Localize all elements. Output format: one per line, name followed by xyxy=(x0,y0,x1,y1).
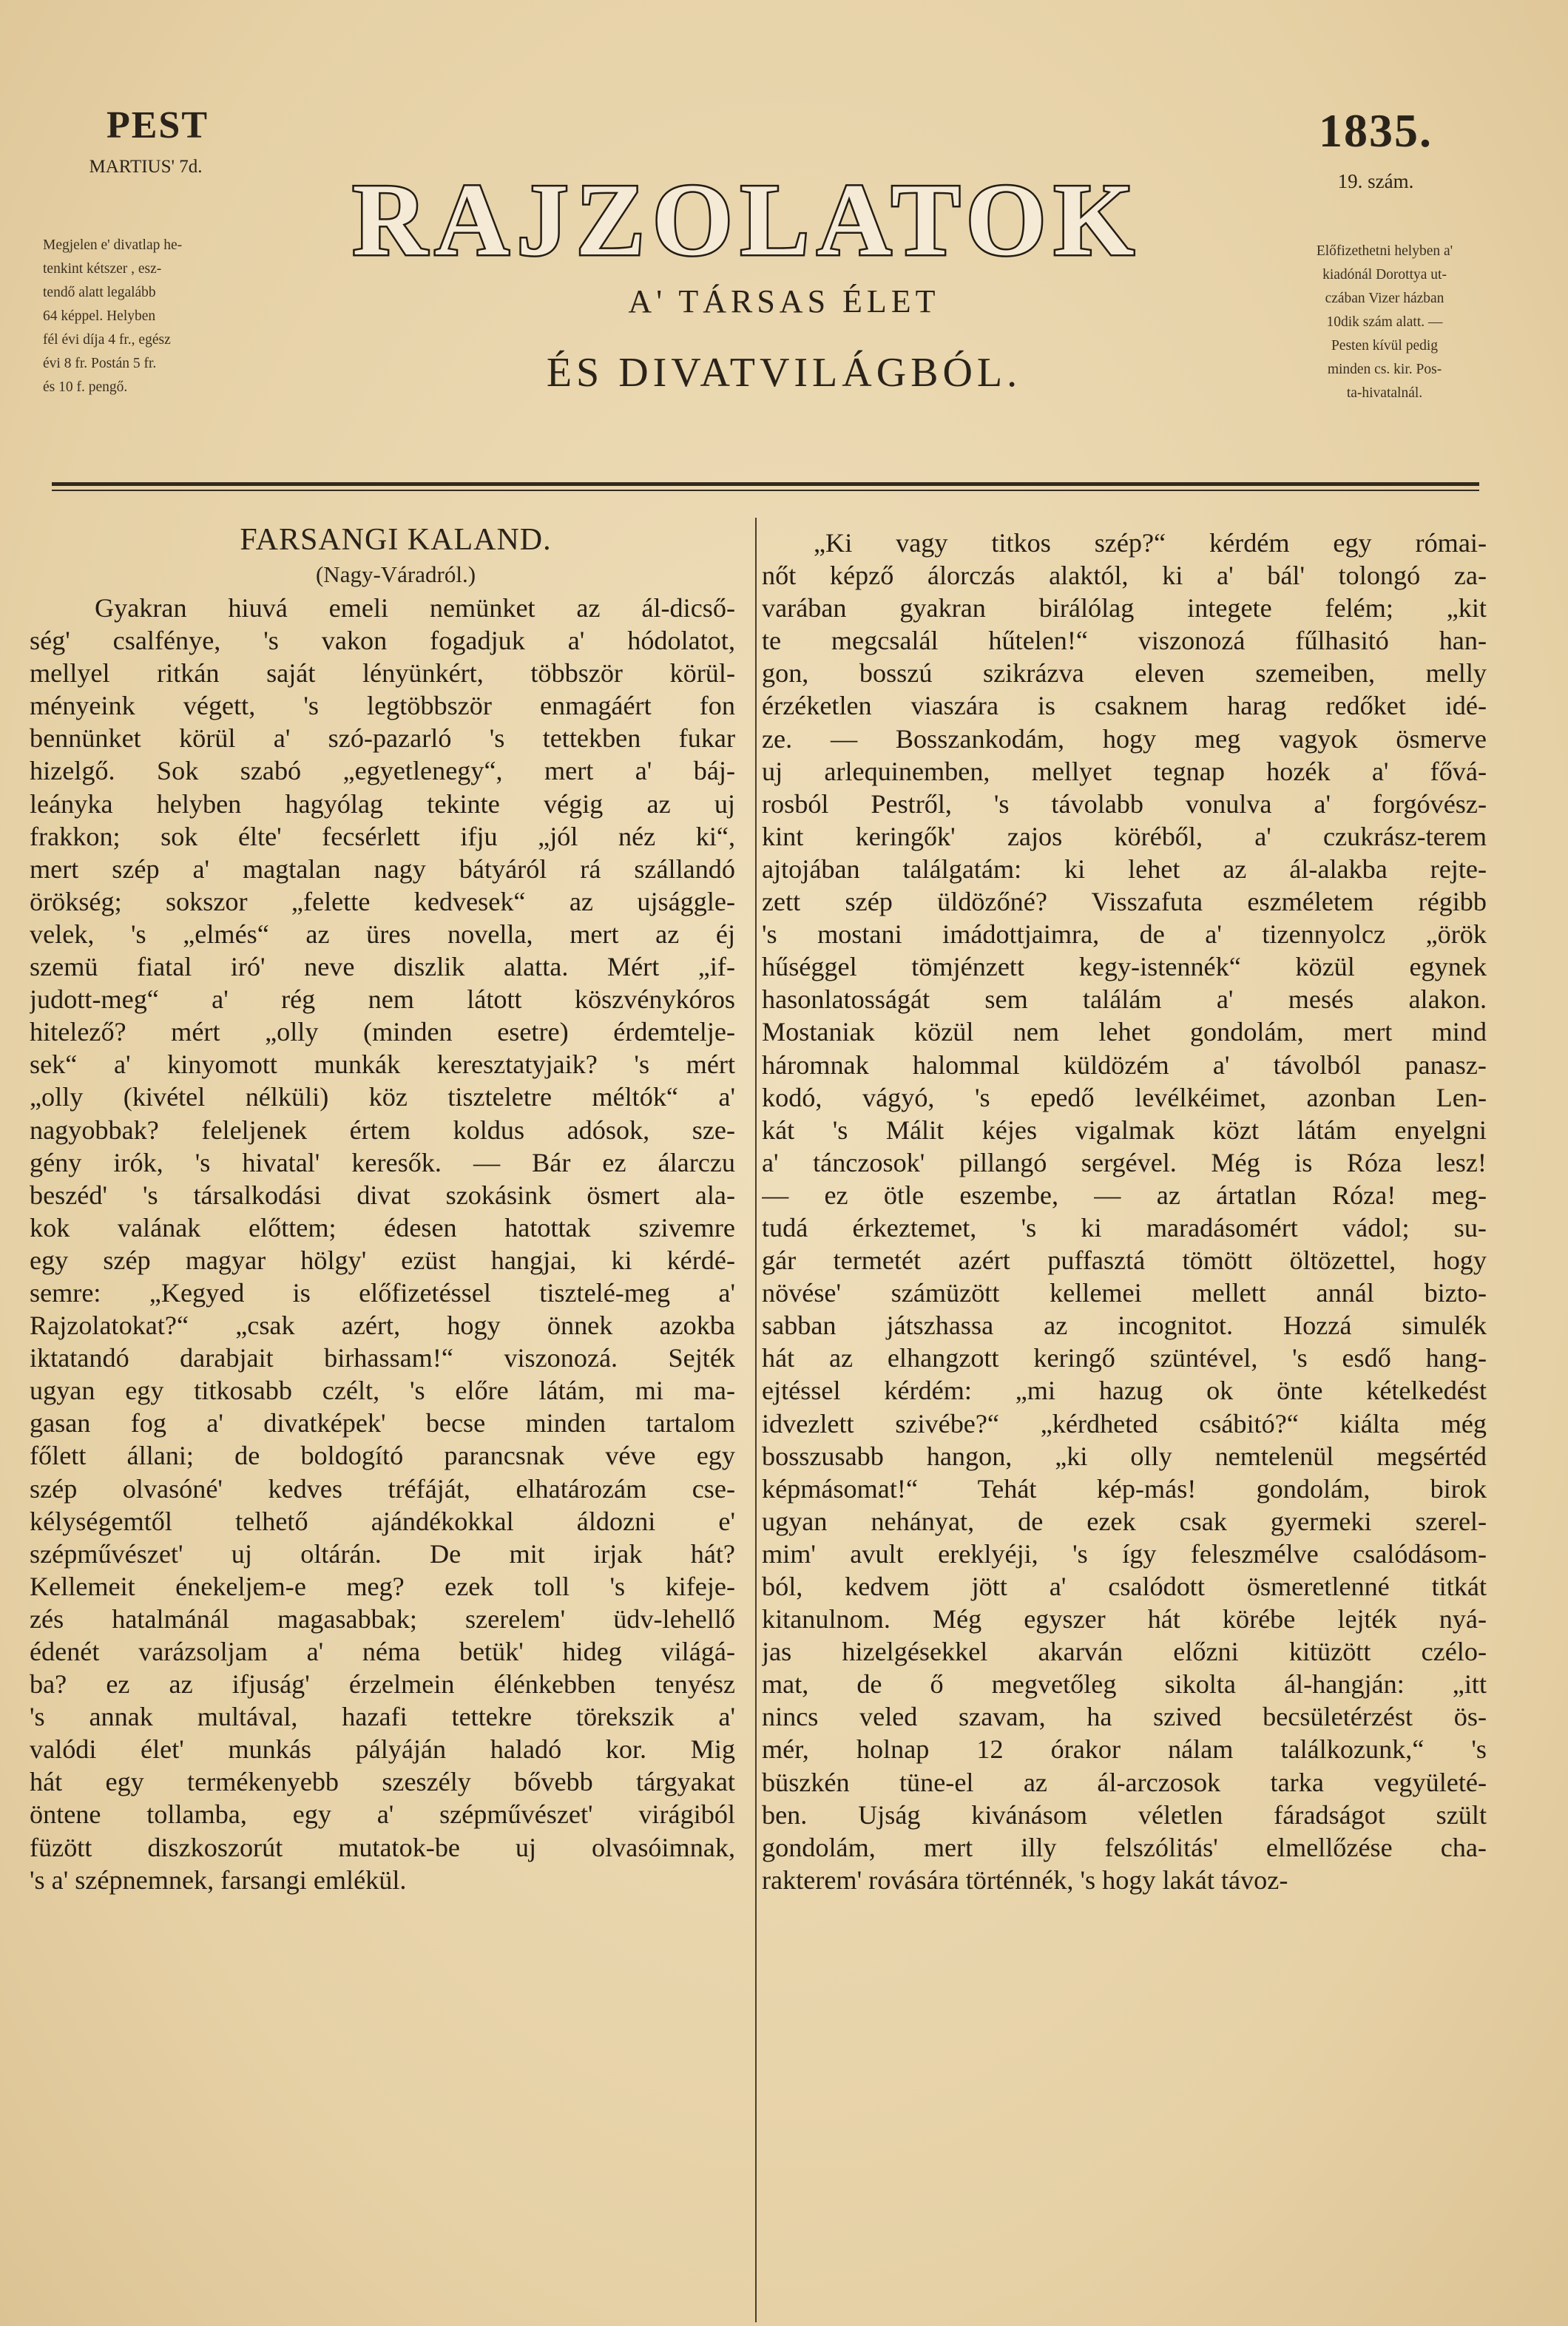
notice-line: tendő alatt legalább xyxy=(43,285,156,300)
notice-line: és 10 f. pengő. xyxy=(43,379,128,395)
text-line: ugyan egy titkosabb czélt, 's előre látám, mi ma- xyxy=(30,1376,735,1406)
text-line: hát az elhangzott keringő szüntével, 's esdő hang- xyxy=(762,1343,1487,1373)
text-line: beszéd' 's társalkodási divat szokásink ösmert ala- xyxy=(30,1180,735,1210)
text-line: nincs veled szavam, ha szived becsületérzést ös- xyxy=(762,1702,1487,1732)
column-divider xyxy=(755,518,757,2322)
header-rule-thick xyxy=(52,482,1479,486)
notice-line: kiadónál Dorottya ut- xyxy=(1322,267,1447,283)
issue-number: 19. szám. xyxy=(1337,170,1414,192)
text-line: főlett állani; de boldogító parancsnak véve egy xyxy=(30,1441,735,1471)
text-line: érzéketlen viaszára is csaknem harag redőket idé- xyxy=(762,691,1487,721)
text-line: mér, holnap 12 órakor nálam találkozunk,“ 's xyxy=(762,1734,1487,1765)
text-line: képmásomat!“ Tehát kép-más! gondolám, birok xyxy=(762,1473,1487,1504)
text-line: semre: „Kegyed is előfizetéssel tisztelé-meg a' xyxy=(30,1277,735,1308)
text-line: zés hatalmánál magasabbak; szerelem' üdv-lehellő xyxy=(30,1603,735,1634)
text-line: ményeink végett, 's legtöbbször enmagáért fon xyxy=(30,691,735,721)
text-line: ba? ez az ifjuság' érzelmein élénkebben tenyész xyxy=(30,1669,735,1700)
notice-line: Előfizethetni helyben a' xyxy=(1316,243,1453,259)
notice-line: minden cs. kir. Pos- xyxy=(1327,362,1442,377)
place-label: PEST xyxy=(106,104,209,146)
notice-line: tenkint kétszer , esz- xyxy=(43,261,162,277)
text-line: sabban játszhassa az incognitot. Hozzá simulék xyxy=(762,1311,1487,1341)
text-line: judott-meg“ a' rég nem látott köszvénykóros xyxy=(30,984,735,1015)
article-right-column xyxy=(762,527,1487,1896)
subscription-address-notice xyxy=(1266,240,1503,405)
text-line: háromnak halommal küldözém a' távolból panasz- xyxy=(762,1049,1487,1080)
text-line: hitelező? mért „olly (minden esetre) érdemtelje- xyxy=(30,1017,735,1047)
text-line: nagyobbak? feleljenek értem koldus adósok, sze- xyxy=(30,1115,735,1145)
text-line: ség' csalfénye, 's vakon fogadjuk a' hódolatot, xyxy=(30,626,735,656)
text-line: zett szép üldözőné? Visszafuta eszméletem régibb xyxy=(762,887,1487,917)
masthead-text: RAJZOLATOK xyxy=(352,164,1142,275)
header-rule-thin xyxy=(52,490,1479,491)
text-line: öntene tollamba, egy a' szépművészet' virágiból xyxy=(30,1799,735,1830)
text-line: ze. — Bosszankodám, hogy meg vagyok ösmerve xyxy=(762,723,1487,754)
subscription-notice xyxy=(43,234,243,399)
subtitle-line-1: A' TÁRSAS ÉLET xyxy=(628,283,940,320)
text-line: a' tánczosok' pillangó sergével. Még is Róza lesz! xyxy=(762,1147,1487,1177)
text-line: ugyan nehányat, de ezek csak gyermeki szerel- xyxy=(762,1506,1487,1536)
text-line: jas hizelgésekkel akarván előzni kitüzött czélo- xyxy=(762,1637,1487,1667)
text-line: ejtéssel kérdém: „mi hazug ok önte kételkedést xyxy=(762,1376,1487,1406)
text-line: Mostaniak közül nem lehet gondolám, mert mind xyxy=(762,1017,1487,1047)
text-line: bennünket körül a' szó-pazarló 's tettekben fukar xyxy=(30,723,735,754)
text-line: növése' számüzött kellemei mellett annál bizto- xyxy=(762,1278,1487,1308)
issue-date: MARTIUS' 7d. xyxy=(89,157,203,177)
notice-line: évi 8 fr. Postán 5 fr. xyxy=(43,356,157,371)
notice-line: czában Vizer házban xyxy=(1325,291,1444,306)
year-label: 1835. xyxy=(1319,104,1433,157)
text-line: kát 's Málit kéjes vigalmak közt látám enyelgni xyxy=(762,1115,1487,1145)
notice-line: Megjelen e' divatlap he- xyxy=(43,237,183,253)
text-line: Rajzolatokat?“ „csak azért, hogy önnek azokba xyxy=(30,1311,735,1341)
text-line: büszkén tüne-el az ál-arczosok tarka vegyületé- xyxy=(762,1767,1487,1797)
text-line: Kellemeit énekeljem-e meg? ezek toll 's kifeje- xyxy=(30,1571,735,1601)
text-line: édenét varázsoljam a' néma betük' hideg világá- xyxy=(30,1637,735,1666)
text-line: hűséggel tömjénzett kegy-istennék“ közül egynek xyxy=(762,952,1487,982)
text-line: bosszusabb hangon, „ki olly nemtelenül megsértéd xyxy=(762,1441,1487,1471)
text-line: mat, de ő megvetőleg sikolta ál-hangján: „itt xyxy=(762,1669,1487,1700)
text-line: rosból Pestről, 's távolabb vonulva a' forgóvész- xyxy=(762,788,1487,819)
text-line: mert szép a' magtalan nagy bátyáról rá szállandó xyxy=(30,853,735,884)
text-line: gon, bosszú szikrázva eleven szemeiben, melly xyxy=(762,658,1487,689)
text-line: kitanulnom. Még egyszer hát körébe lejték nyá- xyxy=(762,1604,1487,1634)
text-line: gasan fog a' divatképek' becse minden tartalom xyxy=(30,1408,735,1438)
notice-line: fél évi díja 4 fr., egész xyxy=(43,332,171,348)
text-line: „olly (kivétel nélküli) köz tiszteletre méltók“ a' xyxy=(30,1082,735,1112)
text-line: sek“ a' kinyomott munkák keresztatyjaik? 's mért xyxy=(30,1049,735,1080)
text-line: ajtojában találgatám: ki lehet az ál-alakba rejte- xyxy=(762,853,1487,884)
text-line: ból, kedvem jött a' csalódott ösmeretlenné titkát xyxy=(762,1572,1487,1601)
text-line: mellyel ritkán saját lényünkért, többször körül- xyxy=(30,658,735,689)
text-line: gár termetét azért puffasztá tömött öltözettel, hogy xyxy=(762,1245,1487,1276)
text-line: varában gyakran birálólag integete felém; „kit xyxy=(762,593,1487,623)
text-line: te megcsalál hűtelen!“ viszonozá fűlhasitó han- xyxy=(762,626,1487,656)
text-line: 's a' szépnemnek, farsangi emlékül. xyxy=(30,1864,407,1895)
text-line: mim' avult ereklyéji, 's így feleszmélve csalódásom- xyxy=(762,1538,1487,1569)
notice-line: 64 képpel. Helyben xyxy=(43,308,156,324)
text-line: Gyakran hiuvá emeli nemünket az ál-dicső- xyxy=(95,593,735,623)
text-line: iktatandó darabjait birhassam!“ viszonozá. Sejték xyxy=(30,1343,735,1373)
text-line: valódi élet' munkás pályáján haladó kor. Mig xyxy=(30,1734,735,1765)
text-line: füzött diszkoszorút mutatok-be uj olvasóimnak, xyxy=(30,1832,735,1862)
text-line: szemü fiatal iró' neve diszlik alatta. Mért „if- xyxy=(30,952,735,982)
text-line: hizelgő. Sok szabó „egyetlenegy“, mert a' báj- xyxy=(30,756,735,786)
text-line: tudá érkeztemet, 's ki maradásomért vádol; su- xyxy=(762,1212,1487,1243)
subtitle-line-2: ÉS DIVATVILÁGBÓL. xyxy=(546,350,1022,396)
text-line: „Ki vagy titkos szép?“ kérdém egy római- xyxy=(814,528,1487,558)
notice-line: Pesten kívül pedig xyxy=(1331,338,1439,354)
notice-line: 10dik szám alatt. — xyxy=(1326,314,1443,330)
text-line: 's annak multával, hazafi tettekre törekszik a' xyxy=(30,1702,735,1732)
text-line: kodó, vágyó, 's epedő levélkéimet, azonban Len- xyxy=(762,1082,1487,1112)
article-left-column xyxy=(30,592,735,1896)
text-line: nőt képző álorczás alaktól, ki a' bál' tolongó za- xyxy=(762,561,1487,591)
text-line: uj arlequinemben, mellyet tegnap hozék a' fővá- xyxy=(762,756,1487,786)
text-line: kok valának előttem; édesen hatottak szivemre xyxy=(30,1212,735,1243)
notice-line: ta-hivatalnál. xyxy=(1346,385,1423,401)
text-line: leányka helyben hagyólag tekinte végig az uj xyxy=(30,788,735,819)
text-line: velek, 's „elmés“ az üres novella, mert az éj xyxy=(30,919,735,949)
article-title: FARSANGI KALAND. xyxy=(240,523,552,557)
text-line: idvezlett szivébe?“ „kérdheted csábitó?“ kiálta még xyxy=(762,1408,1487,1438)
text-line: hasonlatosságát sem találám a' mesés alakon. xyxy=(762,984,1487,1015)
text-line: 's mostani imádottjaimra, de a' tizennyolcz „örök xyxy=(762,919,1487,950)
text-line: kint keringők' zajos köréből, a' czukrász-terem xyxy=(762,821,1487,851)
text-line: ben. Ujság kivánásom véletlen fáradságot szült xyxy=(762,1799,1487,1830)
text-line: rakterem' rovására történnék, 's hogy lakát távoz- xyxy=(762,1864,1288,1895)
article-dateline: (Nagy-Váradról.) xyxy=(315,561,476,587)
text-line: gondolám, mert illy felszólitás' elmellőzése cha- xyxy=(762,1832,1487,1862)
text-line: örökség; sokszor „felette kedvesek“ az ujsággle- xyxy=(30,886,735,916)
text-line: szépművészet' uj oltárán. De mit irjak hát? xyxy=(30,1538,735,1569)
masthead-title xyxy=(303,164,1191,275)
text-line: gény irók, 's hivatal' keresők. — Bár ez álarczu xyxy=(30,1147,735,1177)
text-line: frakkon; sok élte' fecsérlett ifju „jól néz ki“, xyxy=(30,821,735,851)
text-line: hát egy termékenyebb szeszély bővebb tárgyakat xyxy=(30,1767,735,1797)
text-line: szép olvasóné' kedves tréfáját, elhatározám cse- xyxy=(30,1473,735,1504)
text-line: — ez ötle eszembe, — az ártatlan Róza! meg- xyxy=(762,1180,1487,1210)
text-line: egy szép magyar hölgy' ezüst hangjai, ki kérdé- xyxy=(30,1245,735,1275)
text-line: kélységemtől telhető ajándékokkal áldozni e' xyxy=(30,1506,735,1536)
